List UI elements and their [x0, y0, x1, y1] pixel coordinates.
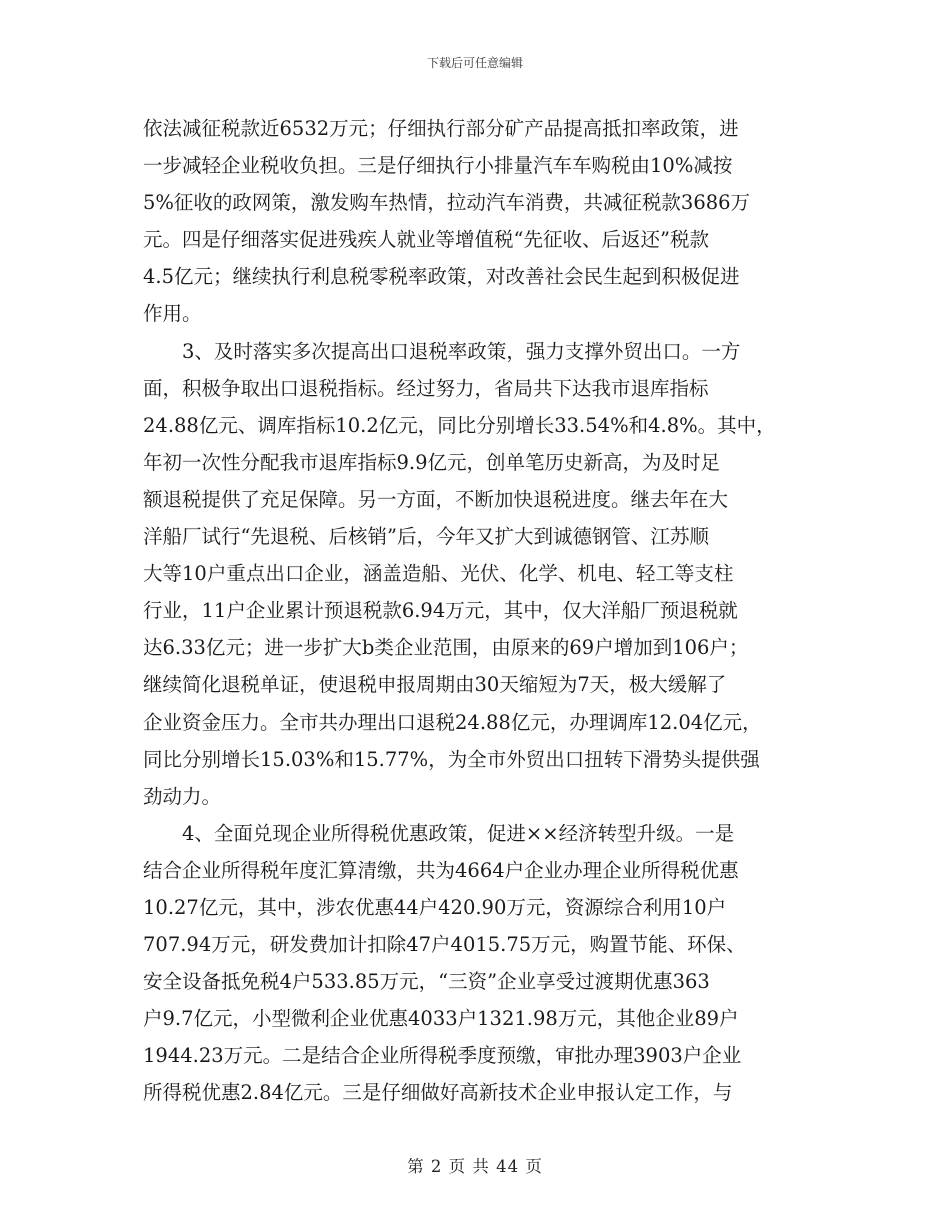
text-line: 1944.23万元。二是结合企业所得税季度预缴，审批办理3903户企业 [143, 1044, 742, 1068]
page-footer: 第 2 页 共 44 页 [407, 1157, 543, 1176]
text-line: 面，积极争取出口退税指标。经过努力，省局共下达我市退库指标 [143, 376, 709, 400]
text-line: 劲动力。 [143, 784, 222, 808]
text-line: 一步减轻企业税收负担。三是仔细执行小排量汽车车购税由10%减按 [143, 154, 733, 178]
text-line: 户9.7亿元，小型微利企业优惠4033户1321.98万元，其他企业89户 [143, 1007, 739, 1031]
text-line: 5%征收的政网策，激发购车热情，拉动汽车消费，共减征税款3686万 [143, 191, 751, 215]
text-line: 作用。 [143, 302, 202, 326]
text-line: 企业资金压力。全市共办理出口退税24.88亿元，办理调库12.04亿元， [143, 710, 762, 734]
text-line: 24.88亿元、调库指标10.2亿元，同比分别增长33.54%和4.8%。其中， [143, 413, 776, 437]
text-line: 洋船厂试行“先退税、后核销”后，今年又扩大到诚德钢管、江苏顺 [143, 525, 709, 549]
text-line: 额退税提供了充足保障。另一方面，不断加快退税进度。继去年在大 [143, 487, 729, 511]
text-line: 10.27亿元，其中，涉农优惠44户420.90万元，资源综合利用10户 [143, 895, 727, 919]
text-line: 年初一次性分配我市退库指标9.9亿元，创单笔历史新高，为及时足 [143, 450, 721, 474]
text-line: 4、全面兑现企业所得税优惠政策，促进××经济转型升级。一是 [143, 821, 735, 845]
text-line: 3、及时落实多次提高出口退税率政策，强力支撑外贸出口。一方 [143, 339, 741, 363]
text-line: 707.94万元，研发费加计扣除47户4015.75万元，购置节能、环保、 [143, 933, 746, 957]
text-line: 结合企业所得税年度汇算清缴，共为4664户企业办理企业所得税优惠 [143, 858, 739, 882]
text-line: 所得税优惠2.84亿元。三是仔细做好高新技术企业申报认定工作，与 [143, 1081, 733, 1105]
document-body [143, 110, 833, 1112]
text-line: 达6.33亿元；进一步扩大b类企业范围，由原来的69户增加到106户； [143, 636, 749, 660]
page-header: 下载后可任意编辑 [426, 56, 523, 70]
text-line: 大等10户重点出口企业，涵盖造船、光伏、化学、机电、轻工等支柱 [143, 562, 734, 586]
text-line: 行业，11户企业累计预退税款6.94万元，其中，仅大洋船厂预退税就 [143, 599, 738, 623]
text-line: 元。四是仔细落实促进残疾人就业等增值税“先征收、后返还”税款 [143, 228, 709, 252]
text-line: 依法减征税款近6532万元；仔细执行部分矿产品提高抵扣率政策，进 [143, 117, 739, 140]
text-line: 4.5亿元；继续执行利息税零税率政策，对改善社会民生起到积极促进 [143, 265, 740, 289]
text-line: 同比分别增长15.03%和15.77%，为全市外贸出口扭转下滑势头提供强 [143, 747, 760, 771]
text-line: 继续简化退税单证，使退税申报周期由30天缩短为7天，极大缓解了 [143, 673, 727, 697]
text-line: 安全设备抵免税4户533.85万元，“三资”企业享受过渡期优惠363 [143, 970, 710, 994]
